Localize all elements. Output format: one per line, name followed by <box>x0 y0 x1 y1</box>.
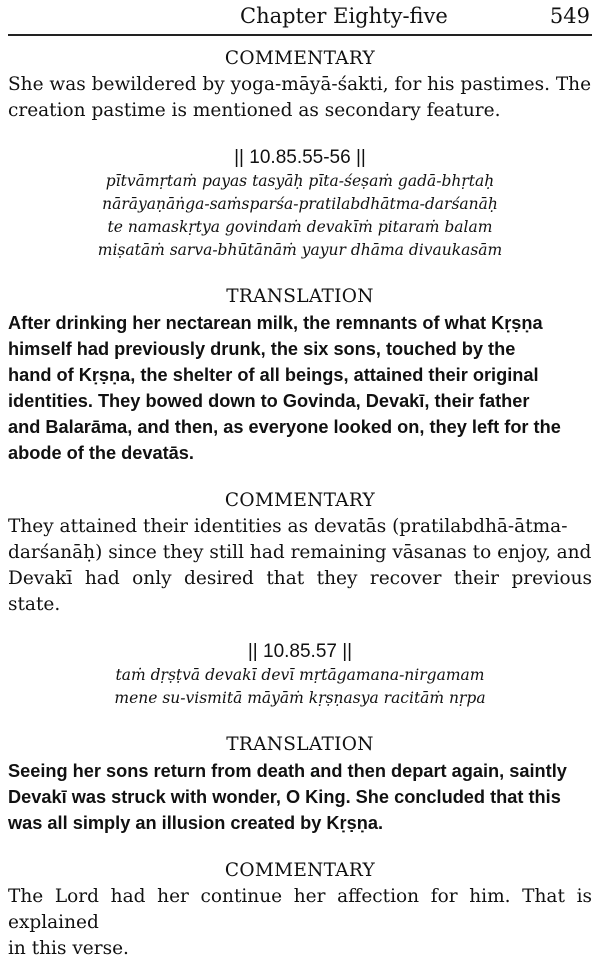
translation-section-1 <box>8 284 592 466</box>
commentary-section-1 <box>8 46 592 124</box>
verse-reference: || 10.85.55-56 || <box>234 147 366 168</box>
commentary-line: They attained their identities as devatās (pratilabdhā-ātma- <box>8 516 568 537</box>
verse-section-1 <box>8 146 592 262</box>
verse-line: miṣatāṁ sarva-bhūtānāṁ yayur dhāma divaukasām <box>97 241 503 259</box>
verse-line: taṁ dṛṣṭvā devakī devī mṛtāgamana-nirgamam <box>115 666 485 684</box>
translation-line: Seeing her sons return from death and then depart again, saintly <box>8 761 567 781</box>
commentary-heading: COMMENTARY <box>224 48 376 69</box>
translation-heading: TRANSLATION <box>226 734 374 755</box>
translation-line: and Balarāma, and then, as everyone looked on, they left for the <box>8 417 561 437</box>
translation-line: identities. They bowed down to Govinda, Devakī, their father <box>8 391 530 411</box>
commentary-line: The Lord had her continue her affection for him. That is explained <box>8 886 592 933</box>
commentary-line: She was bewildered by yoga-māyā-śakti, for his pastimes. The <box>8 74 592 95</box>
translation-line: abode of the devatās. <box>8 443 194 463</box>
translation-line: himself had previously drunk, the six sons, touched by the <box>8 339 516 359</box>
verse-section-2 <box>8 640 592 710</box>
translation-section-2 <box>8 732 592 836</box>
verse-line: mene su-vismitā māyāṁ kṛṣṇasya racitāṁ nṛpa <box>114 689 486 707</box>
commentary-line: in this verse. <box>8 938 129 959</box>
commentary-section-2 <box>8 488 592 618</box>
translation-line: Devakī was struck with wonder, O King. She concluded that this <box>8 787 561 807</box>
commentary-line: creation pastime is mentioned as secondary feature. <box>8 100 501 121</box>
page-number: 549 <box>549 4 590 28</box>
page-content <box>8 46 592 962</box>
verse-reference: || 10.85.57 || <box>247 641 353 662</box>
commentary-line: darśanāḥ) since they still had remaining vāsanas to enjoy, and <box>8 542 592 563</box>
commentary-section-3 <box>8 858 592 962</box>
chapter-title: Chapter Eighty-five <box>240 4 448 28</box>
page-header <box>8 0 592 36</box>
translation-line: After drinking her nectarean milk, the remnants of what Kṛṣṇa <box>8 313 543 333</box>
translation-heading: TRANSLATION <box>226 286 374 307</box>
translation-line: was all simply an illusion created by Kṛṣṇa. <box>8 813 384 833</box>
commentary-heading: COMMENTARY <box>224 860 376 881</box>
translation-line: hand of Kṛṣṇa, the shelter of all beings, attained their original <box>8 365 539 385</box>
verse-line: nārāyaṇāṅga-saṁsparśa-pratilabdhātma-darśanāḥ <box>102 195 498 213</box>
verse-line: pītvāmṛtaṁ payas tasyāḥ pīta-śeṣaṁ gadā-bhṛtaḥ <box>105 172 495 190</box>
commentary-heading: COMMENTARY <box>224 490 376 511</box>
commentary-line: Devakī had only desired that they recover their previous state. <box>8 568 592 615</box>
verse-line: te namaskṛtya govindaṁ devakīṁ pitaraṁ balam <box>107 218 493 236</box>
